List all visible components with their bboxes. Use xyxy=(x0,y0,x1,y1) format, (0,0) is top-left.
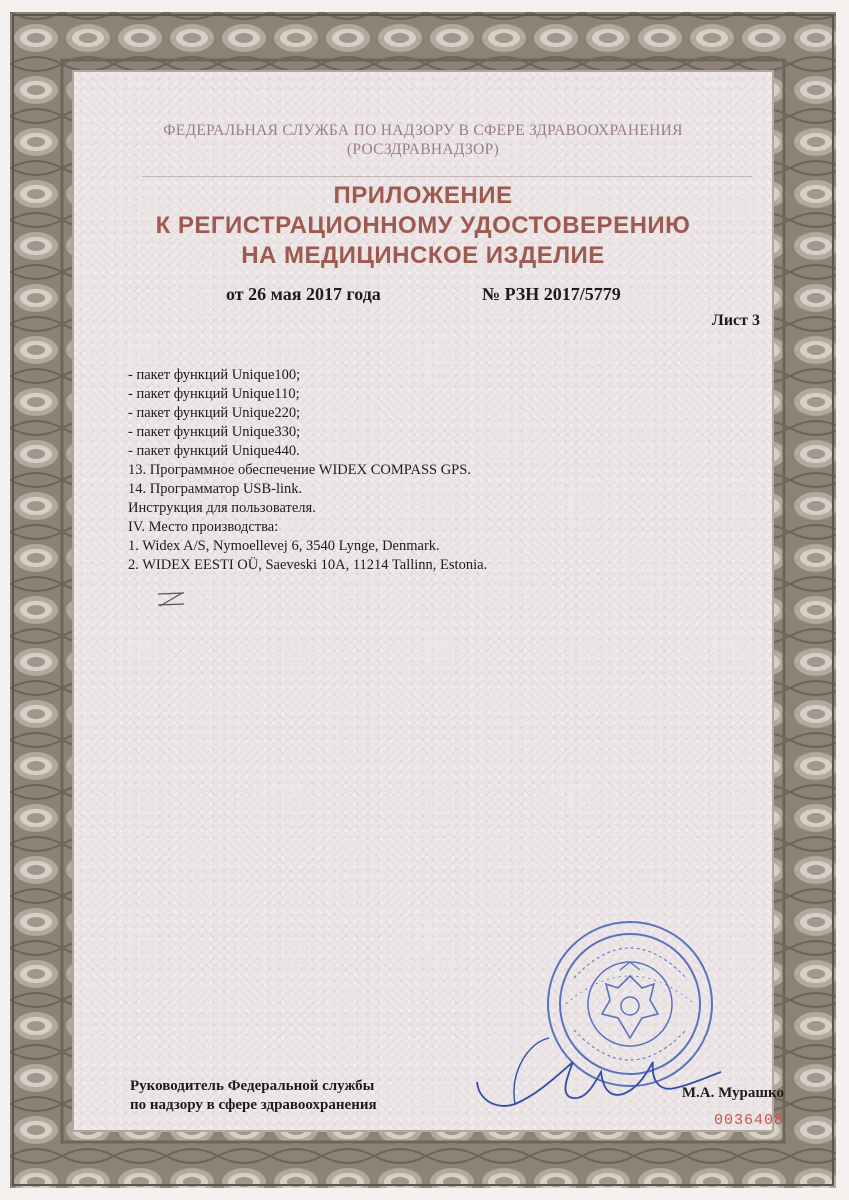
content-line: 14. Программатор USB-link. xyxy=(128,481,303,497)
certificate-body xyxy=(74,72,784,1130)
content-line: 2. WIDEX EESTI OÜ, Saeveski 10A, 11214 Tallinn, Estonia. xyxy=(128,557,488,573)
signatory-position-line1: Руководитель Федеральной службы xyxy=(130,1078,375,1094)
content-line: - пакет функций Unique110; xyxy=(128,386,300,402)
certificate-sheet xyxy=(10,12,836,1188)
content-line: 13. Программное обеспечение WIDEX COMPASS GPS. xyxy=(128,462,471,478)
content-line: IV. Место производства: xyxy=(128,519,279,535)
signer-name: М.А. Мурашко xyxy=(681,1085,784,1101)
signatory-position xyxy=(130,1077,377,1115)
content-line: - пакет функций Unique220; xyxy=(128,405,301,421)
document-title-line2: К РЕГИСТРАЦИОННОМУ УДОСТОВЕРЕНИЮ xyxy=(155,212,691,239)
registration-number: № РЗН 2017/5779 xyxy=(482,284,621,304)
content-line: Инструкция для пользователя. xyxy=(128,500,316,516)
content-line: - пакет функций Unique330; xyxy=(128,424,301,440)
document-title-line1: ПРИЛОЖЕНИЕ xyxy=(333,182,513,209)
signatory-position-line2: по надзору в сфере здравоохранения xyxy=(130,1097,377,1113)
serial-number: 0036408 xyxy=(713,1112,784,1129)
content-line: - пакет функций Unique100; xyxy=(128,367,301,383)
content-line: 1. Widex A/S, Nymoellevej 6, 3540 Lynge, Denmark. xyxy=(128,538,440,554)
end-of-text-mark xyxy=(154,590,188,608)
document-title-line3: НА МЕДИЦИНСКОЕ ИЗДЕЛИЕ xyxy=(241,242,605,269)
content-line: - пакет функций Unique440. xyxy=(128,443,300,459)
sheet-number: Лист 3 xyxy=(711,312,760,329)
content-list xyxy=(128,366,688,575)
issue-date: от 26 мая 2017 года xyxy=(226,284,381,304)
agency-name: ФЕДЕРАЛЬНАЯ СЛУЖБА ПО НАДЗОРУ В СФЕРЕ ЗДРАВООХРАНЕНИЯ xyxy=(163,122,683,139)
agency-abbreviation: (РОСЗДРАВНАДЗОР) xyxy=(346,141,500,158)
header-divider xyxy=(142,176,752,177)
